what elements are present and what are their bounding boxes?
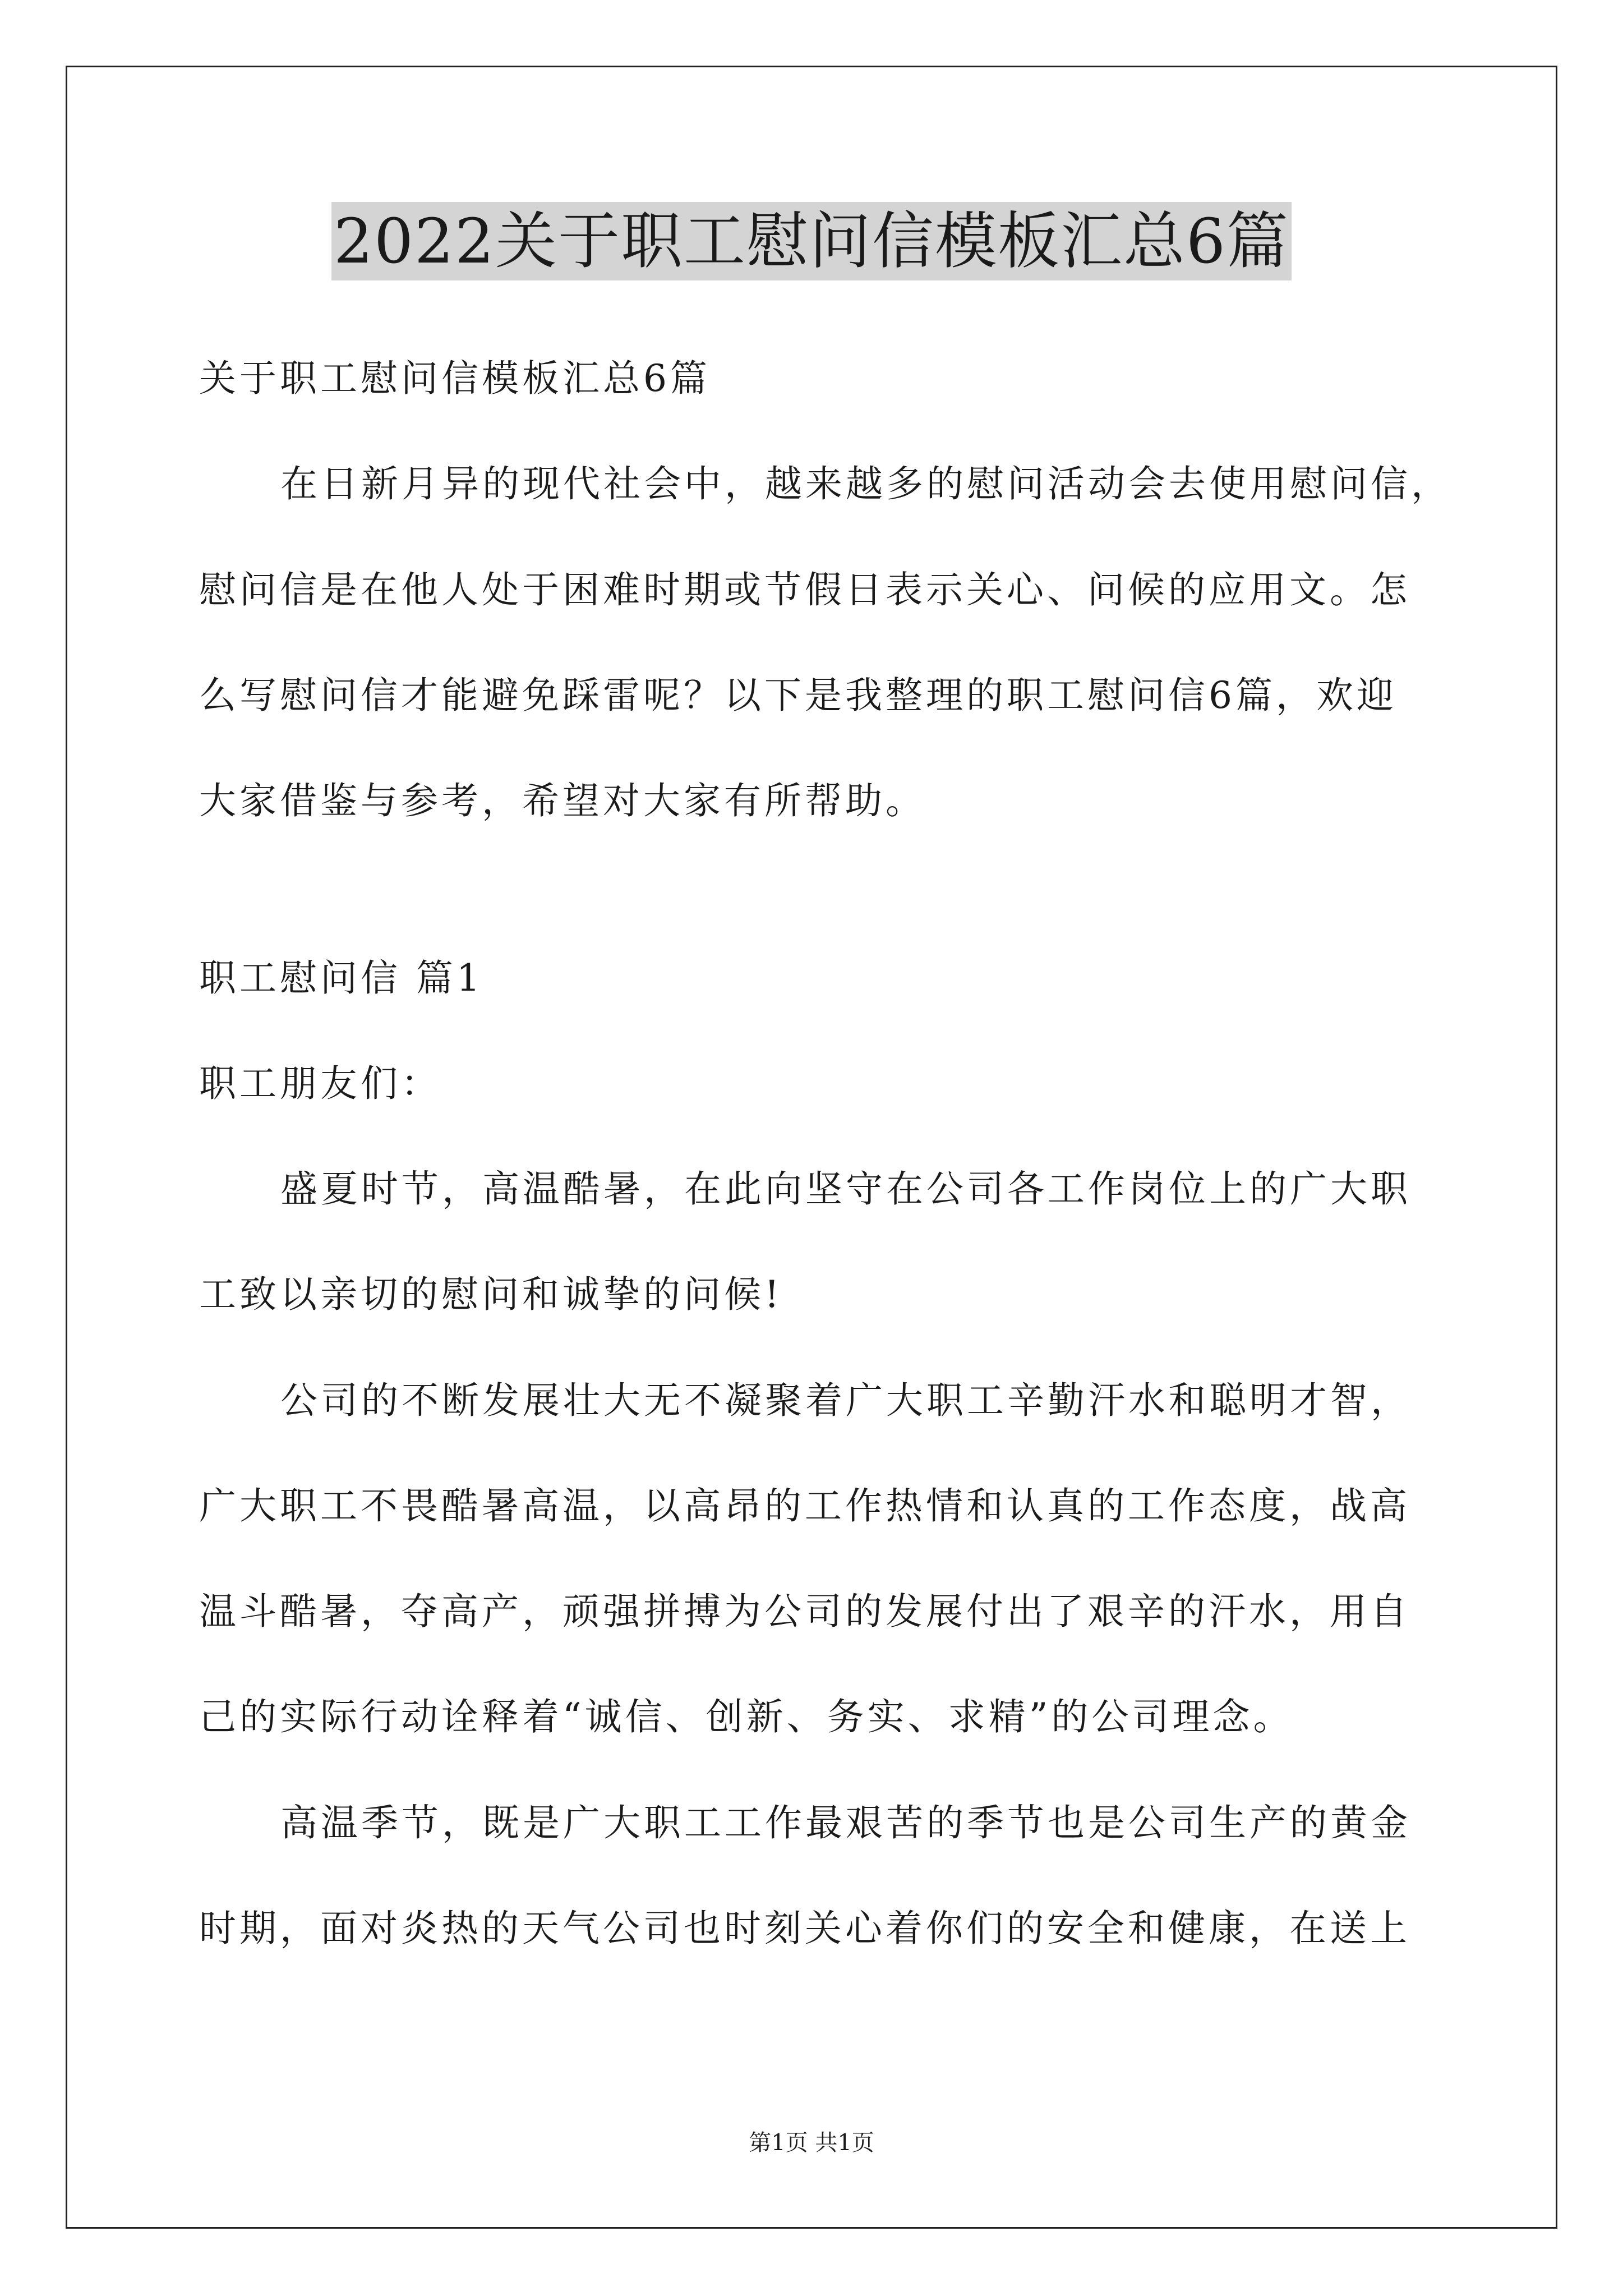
section-heading: 职工慰问信 篇1 [199, 956, 483, 1000]
title-container [0, 202, 1623, 280]
intro-line-4: 大家借鉴与参考，希望对大家有所帮助。 [199, 779, 926, 822]
document-title: 2022关于职工慰问信模板汇总6篇 [331, 202, 1292, 280]
paragraph2-line-3: 温斗酷暑，夺高产，顽强拼搏为公司的发展付出了艰辛的汗水，用自 [199, 1590, 1410, 1633]
paragraph2-line-4: 己的实际行动诠释着“诚信、创新、务实、求精”的公司理念。 [199, 1695, 1294, 1738]
paragraph3-line-2: 时期，面对炎热的天气公司也时刻关心着你们的安全和健康，在送上 [199, 1907, 1410, 1950]
document-subtitle: 关于职工慰问信模板汇总6篇 [199, 357, 711, 400]
paragraph1-line-2: 工致以亲切的慰问和诚挚的问候! [199, 1273, 783, 1316]
salutation: 职工朋友们： [199, 1062, 441, 1105]
intro-line-3: 么写慰问信才能避免踩雷呢？以下是我整理的职工慰问信6篇，欢迎 [199, 674, 1397, 717]
page-number-footer: 第1页 共1页 [749, 2130, 874, 2156]
paragraph2-line-2: 广大职工不畏酷暑高温，以高昂的工作热情和认真的工作态度，战高 [199, 1484, 1410, 1527]
paragraph2-line-1: 公司的不断发展壮大无不凝聚着广大职工辛勤汗水和聪明才智， [280, 1379, 1411, 1422]
paragraph1-line-1: 盛夏时节，高温酷暑，在此向坚守在公司各工作岗位上的广大职 [280, 1167, 1411, 1211]
intro-line-1: 在日新月异的现代社会中，越来越多的慰问活动会去使用慰问信， [280, 462, 1451, 505]
intro-line-2: 慰问信是在他人处于困难时期或节假日表示关心、问候的应用文。怎 [199, 568, 1410, 611]
paragraph3-line-1: 高温季节，既是广大职工工作最艰苦的季节也是公司生产的黄金 [280, 1801, 1411, 1844]
